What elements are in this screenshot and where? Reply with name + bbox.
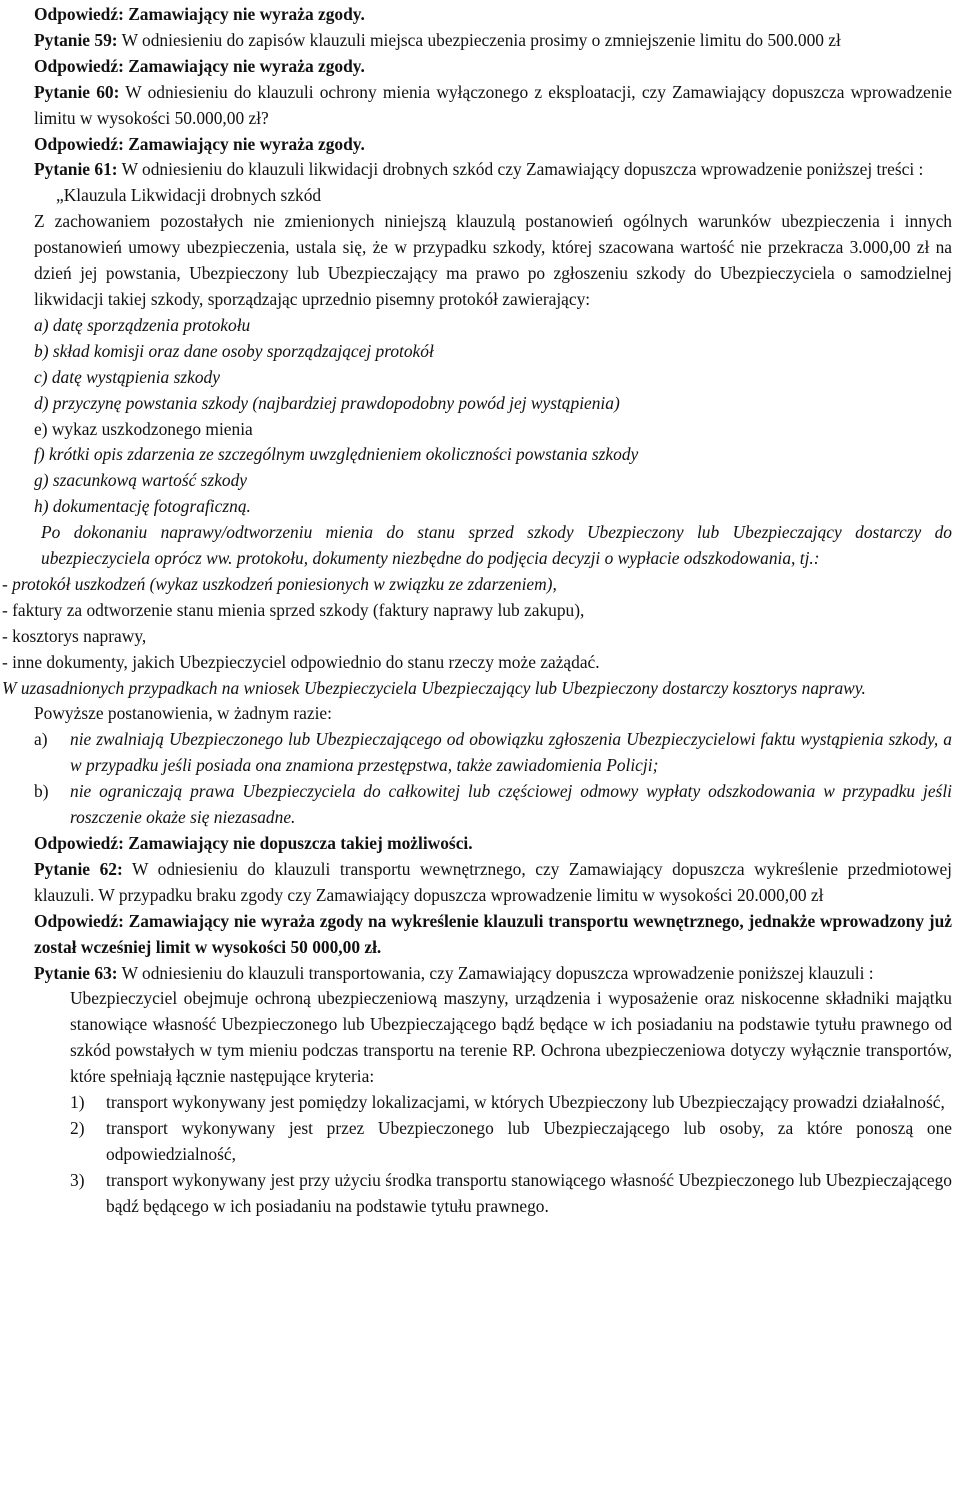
protocol-item: c) datę wystąpienia szkody <box>34 366 220 387</box>
protocol-item: f) krótki opis zdarzenia ze szczególnym uwzględnieniem okoliczności powstania szkody <box>34 444 639 465</box>
answer-61: Odpowiedź: Zamawiający nie dopuszcza takiej możliwości. <box>34 833 473 853</box>
protocol-item: d) przyczynę powstania szkody (najbardziej prawdopodobny powód jej wystąpienia) <box>34 392 620 413</box>
question-63-label: Pytanie 63: <box>34 962 118 983</box>
protocol-item: e) wykaz uszkodzonego mienia <box>34 418 253 439</box>
question-61-label: Pytanie 61: <box>34 159 118 180</box>
transport-criterion-text: transport wykonywany jest pomiędzy lokalizacjami, w których Ubezpieczony lub Ubezpieczający prowadzi działalność, <box>106 1092 945 1113</box>
question-59-label: Pytanie 59: <box>34 29 118 50</box>
dash-item: - faktury za odtworzenie stanu mienia sprzed szkody (faktury naprawy lub zakupu), <box>2 599 585 620</box>
clause-ab-item <box>34 727 952 779</box>
question-59-text: W odniesieniu do zapisów klauzuli miejsca ubezpieczenia prosimy o zmniejszenie limitu do 500.000 zł <box>117 29 841 50</box>
answer-previous: Odpowiedź: Zamawiający nie wyraża zgody. <box>34 4 365 24</box>
answer-59: Odpowiedź: Zamawiający nie wyraża zgody. <box>34 55 365 76</box>
question-63-text: W odniesieniu do klauzuli transportowania, czy Zamawiający dopuszcza wprowadzenie poniższej klauzuli : <box>117 962 874 983</box>
dash-item: - protokół uszkodzeń (wykaz uszkodzeń poniesionych w związku ze zdarzeniem), <box>2 573 557 594</box>
protocol-item: a) datę sporządzenia protokołu <box>34 314 251 335</box>
protocol-item: h) dokumentację fotograficzną. <box>34 496 251 517</box>
transport-criterion-label: 1) <box>70 1092 85 1113</box>
dash-item: - kosztorys naprawy, <box>2 625 147 646</box>
question-61 <box>34 157 952 183</box>
question-62-text: W odniesieniu do klauzuli transportu wewnętrznego, czy Zamawiający dopuszcza wykreślenie przedmiotowej klauzuli. W przypadku braku zgody czy Zamawiający dopuszcza wprowadzenie limitu w wysokości 20.000,00 zł <box>34 858 952 905</box>
clause-title: „Klauzula Likwidacji drobnych szkód <box>56 185 322 206</box>
question-62 <box>34 857 952 909</box>
transport-criterion <box>34 1116 952 1168</box>
documents-dash-list <box>2 572 952 676</box>
protocol-item: b) skład komisji oraz dane osoby sporządzającej protokół <box>34 340 434 361</box>
transport-criterion-text: transport wykonywany jest przez Ubezpieczonego lub Ubezpieczającego lub osoby, za które ponoszą one odpowiedzialność, <box>106 1117 952 1164</box>
transport-criterion <box>34 1090 952 1116</box>
transport-criterion <box>34 1168 952 1220</box>
clause-ab-item <box>34 779 952 831</box>
clause-body: Z zachowaniem pozostałych nie zmienionych niniejszą klauzulą postanowień ogólnych warunków ubezpieczenia i innych postanowień umowy ubezpieczenia, ustala się, że w przypadku szkody, której szacowana wartość nie przekracza 3.000,00 zł na dzień jej powstania, Ubezpieczony lub Ubezpieczający ma prawo po zgłoszeniu szkody do Ubezpieczyciela o samodzielnej likwidacji takiej szkody, sporządzając uprzednio pisemny protokół zawierający: <box>34 211 952 309</box>
transport-criterion-label: 3) <box>70 1169 85 1190</box>
question-59 <box>34 28 952 54</box>
clause-after-repair: Po dokonaniu naprawy/odtworzeniu mienia do stanu sprzed szkody Ubezpieczony lub Ubezpieczający dostarczy do ubezpieczyciela oprócz ww. protokołu, dokumenty niezbędne do podjęcia decyzji o wypłacie odszkodowania, tj.: <box>41 522 952 569</box>
question-62-label: Pytanie 62: <box>34 858 123 879</box>
clause-ab-text: nie zwalniają Ubezpieczonego lub Ubezpieczającego od obowiązku zgłoszenia Ubezpieczycielowi faktu wystąpienia szkody, a w przypadku jeśli posiada ona znamiona przestępstwa, także zawiadomienia Policji; <box>70 729 952 776</box>
question-61-text: W odniesieniu do klauzuli likwidacji drobnych szkód czy Zamawiający dopuszcza wprowadzenie poniższej treści : <box>117 159 924 180</box>
transport-criterion-text: transport wykonywany jest przy użyciu środka transportu stanowiącego własność Ubezpieczonego lub Ubezpieczającego bądź będącego w ich posiadaniu na podstawie tytułu prawnego. <box>106 1169 952 1216</box>
clause-justified: W uzasadnionych przypadkach na wniosek Ubezpieczyciela Ubezpieczający lub Ubezpieczony dostarczy kosztorys naprawy. <box>2 677 866 698</box>
question-60-text: W odniesieniu do klauzuli ochrony mienia wyłączonego z eksploatacji, czy Zamawiający dopuszcza wprowadzenie limitu w wysokości 50.000,00 zł? <box>34 81 952 128</box>
answer-62: Odpowiedź: Zamawiający nie wyraża zgody na wykreślenie klauzuli transportu wewnętrznego, jednakże wprowadzony już został wcześniej limit w wysokości 50 000,00 zł. <box>34 910 952 957</box>
transport-clause-body: Ubezpieczyciel obejmuje ochroną ubezpieczeniową maszyny, urządzenia i wyposażenie oraz niskocenne składniki majątku stanowiące własność Ubezpieczonego lub Ubezpieczającego bądź będące w ich posiadaniu na podstawie tytułu prawnego od szkód powstałych w tym mieniu podczas transportu na terenie RP. Ochrona ubezpieczeniowa dotyczy wyłącznie transportów, które spełniają łącznie następujące kryteria: <box>70 988 952 1087</box>
protocol-item: g) szacunkową wartość szkody <box>34 470 248 491</box>
question-63 <box>34 961 952 987</box>
question-60-label: Pytanie 60: <box>34 81 120 102</box>
clause-ab-text: nie ograniczają prawa Ubezpieczyciela do całkowitej lub częściowej odmowy wypłaty odszkodowania w przypadku jeśli roszczenie okaże się niezasadne. <box>70 781 952 828</box>
clause-ab-label: b) <box>34 781 49 802</box>
dash-item: - inne dokumenty, jakich Ubezpieczyciel odpowiednio do stanu rzeczy może zażądać. <box>2 651 600 672</box>
clause-powyzsze: Powyższe postanowienia, w żadnym razie: <box>34 703 332 724</box>
transport-criteria-list <box>34 1090 952 1220</box>
transport-criterion-label: 2) <box>70 1117 85 1138</box>
protocol-items-list <box>34 313 952 520</box>
question-60 <box>34 80 952 132</box>
clause-ab-list <box>34 727 952 831</box>
answer-60: Odpowiedź: Zamawiający nie wyraża zgody. <box>34 133 365 154</box>
clause-ab-label: a) <box>34 729 48 750</box>
